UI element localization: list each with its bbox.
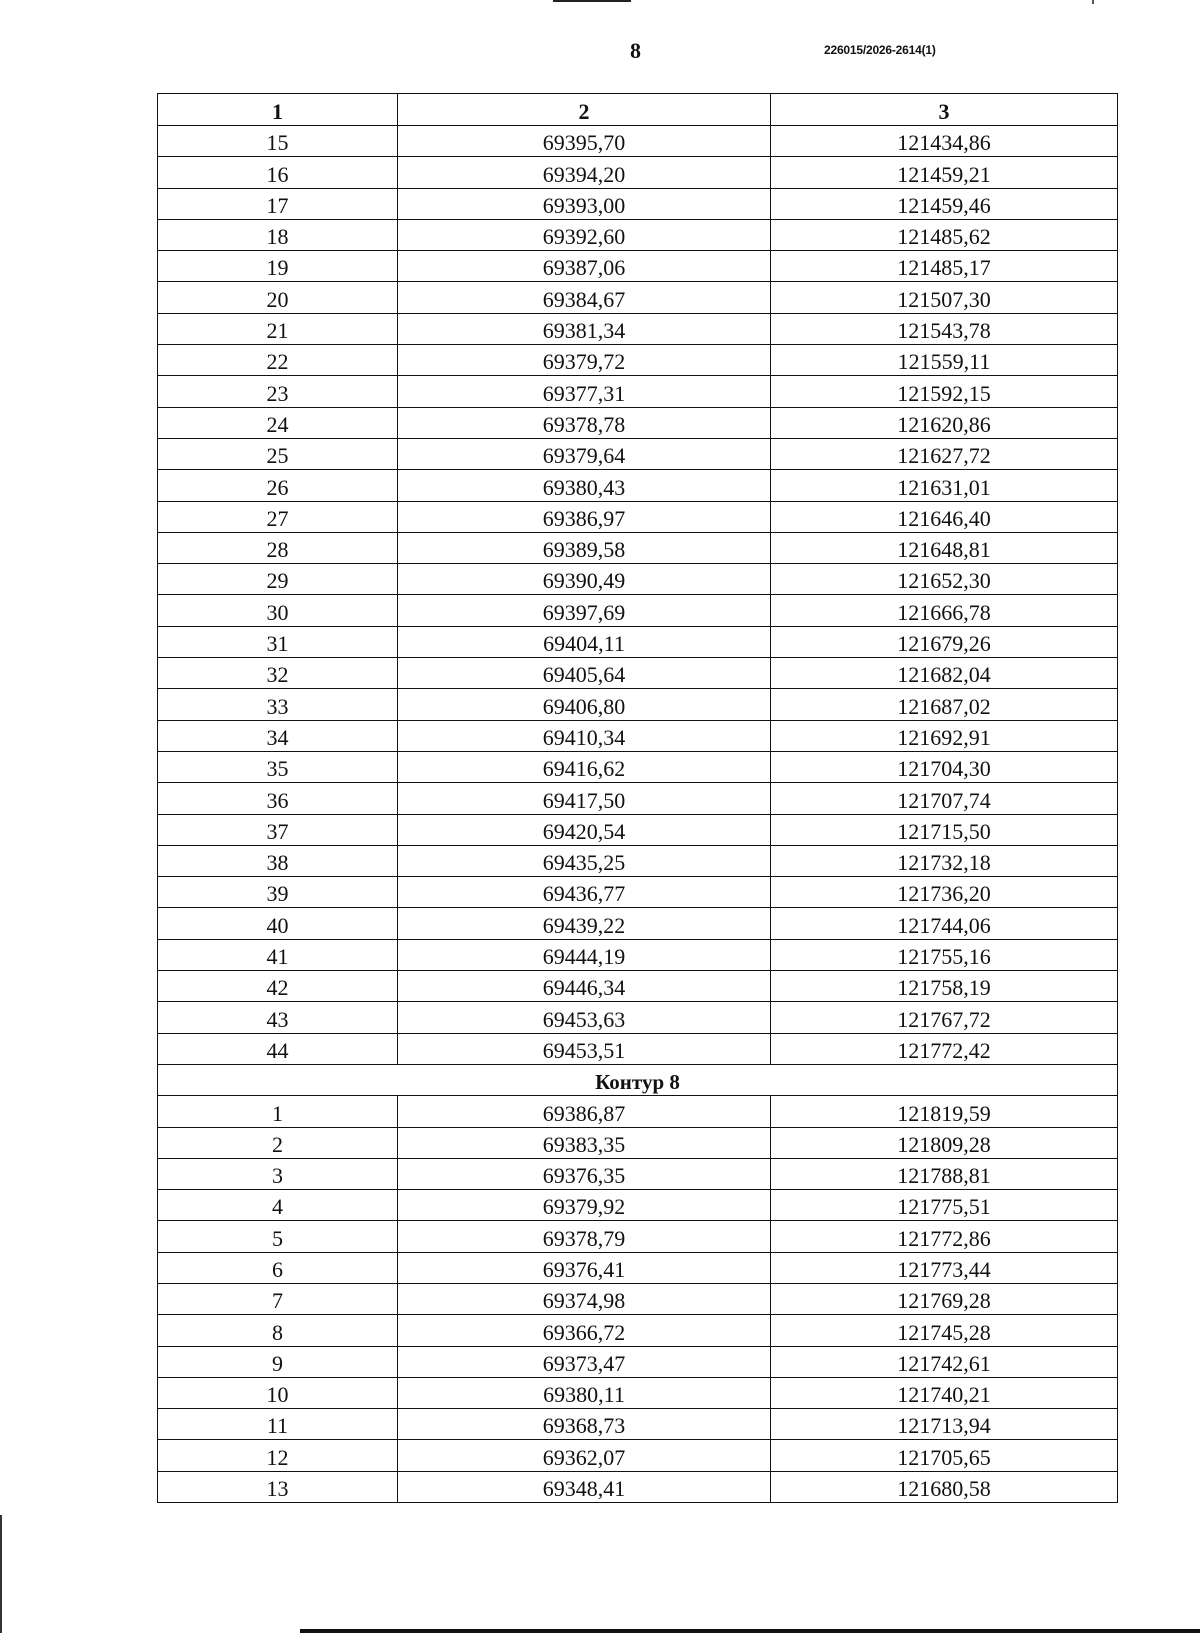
table-row <box>158 1158 1118 1189</box>
table-row <box>158 501 1118 532</box>
table-header-row <box>158 94 1118 126</box>
table-body <box>158 126 1118 1503</box>
point-number-cell: 38 <box>158 845 398 876</box>
y-coordinate-cell: 121559,11 <box>771 345 1118 376</box>
y-coordinate-cell: 121715,50 <box>771 814 1118 845</box>
y-coordinate-cell: 121713,94 <box>771 1409 1118 1440</box>
column-header: 3 <box>771 94 1118 126</box>
x-coordinate-cell: 69410,34 <box>398 720 771 751</box>
table-row <box>158 532 1118 563</box>
y-coordinate-cell: 121819,59 <box>771 1096 1118 1127</box>
table-header <box>158 94 1118 126</box>
y-coordinate-cell: 121705,65 <box>771 1440 1118 1471</box>
table-row <box>158 1377 1118 1408</box>
section-row <box>158 1064 1118 1095</box>
x-coordinate-cell: 69406,80 <box>398 689 771 720</box>
page-number: 8 <box>630 38 641 63</box>
table-row <box>158 1283 1118 1314</box>
x-coordinate-cell: 69379,64 <box>398 438 771 469</box>
y-coordinate-cell: 121620,86 <box>771 407 1118 438</box>
x-coordinate-cell: 69435,25 <box>398 845 771 876</box>
point-number-cell: 36 <box>158 783 398 814</box>
y-coordinate-cell: 121646,40 <box>771 501 1118 532</box>
section-title: Контур 8 <box>158 1064 1118 1095</box>
point-number-cell: 26 <box>158 470 398 501</box>
table-row <box>158 1471 1118 1502</box>
table-row <box>158 251 1118 282</box>
point-number-cell: 34 <box>158 720 398 751</box>
y-coordinate-cell: 121758,19 <box>771 971 1118 1002</box>
point-number-cell: 13 <box>158 1471 398 1502</box>
point-number-cell: 37 <box>158 814 398 845</box>
y-coordinate-cell: 121627,72 <box>771 438 1118 469</box>
table-row <box>158 1221 1118 1252</box>
table-row <box>158 1409 1118 1440</box>
y-coordinate-cell: 121592,15 <box>771 376 1118 407</box>
x-coordinate-cell: 69378,79 <box>398 1221 771 1252</box>
y-coordinate-cell: 121769,28 <box>771 1283 1118 1314</box>
table-row <box>158 126 1118 157</box>
point-number-cell: 32 <box>158 658 398 689</box>
point-number-cell: 43 <box>158 1002 398 1033</box>
x-coordinate-cell: 69348,41 <box>398 1471 771 1502</box>
table-row <box>158 595 1118 626</box>
point-number-cell: 41 <box>158 939 398 970</box>
table-row <box>158 157 1118 188</box>
scan-artifact-top-tick <box>1092 0 1094 4</box>
table-row <box>158 313 1118 344</box>
y-coordinate-cell: 121648,81 <box>771 532 1118 563</box>
x-coordinate-cell: 69390,49 <box>398 564 771 595</box>
point-number-cell: 21 <box>158 313 398 344</box>
table-row <box>158 282 1118 313</box>
x-coordinate-cell: 69376,35 <box>398 1158 771 1189</box>
table-row <box>158 1440 1118 1471</box>
y-coordinate-cell: 121742,61 <box>771 1346 1118 1377</box>
x-coordinate-cell: 69380,11 <box>398 1377 771 1408</box>
x-coordinate-cell: 69379,92 <box>398 1190 771 1221</box>
table-row <box>158 438 1118 469</box>
y-coordinate-cell: 121755,16 <box>771 939 1118 970</box>
y-coordinate-cell: 121682,04 <box>771 658 1118 689</box>
table-row <box>158 908 1118 939</box>
point-number-cell: 33 <box>158 689 398 720</box>
table-row <box>158 1096 1118 1127</box>
x-coordinate-cell: 69374,98 <box>398 1283 771 1314</box>
x-coordinate-cell: 69383,35 <box>398 1127 771 1158</box>
point-number-cell: 16 <box>158 157 398 188</box>
table-row <box>158 1127 1118 1158</box>
x-coordinate-cell: 69373,47 <box>398 1346 771 1377</box>
x-coordinate-cell: 69417,50 <box>398 783 771 814</box>
x-coordinate-cell: 69362,07 <box>398 1440 771 1471</box>
x-coordinate-cell: 69420,54 <box>398 814 771 845</box>
point-number-cell: 11 <box>158 1409 398 1440</box>
y-coordinate-cell: 121740,21 <box>771 1377 1118 1408</box>
y-coordinate-cell: 121459,21 <box>771 157 1118 188</box>
x-coordinate-cell: 69368,73 <box>398 1409 771 1440</box>
y-coordinate-cell: 121707,74 <box>771 783 1118 814</box>
x-coordinate-cell: 69376,41 <box>398 1252 771 1283</box>
y-coordinate-cell: 121788,81 <box>771 1158 1118 1189</box>
table-row <box>158 1033 1118 1064</box>
y-coordinate-cell: 121485,17 <box>771 251 1118 282</box>
column-header: 2 <box>398 94 771 126</box>
point-number-cell: 44 <box>158 1033 398 1064</box>
y-coordinate-cell: 121732,18 <box>771 845 1118 876</box>
x-coordinate-cell: 69395,70 <box>398 126 771 157</box>
point-number-cell: 15 <box>158 126 398 157</box>
y-coordinate-cell: 121434,86 <box>771 126 1118 157</box>
x-coordinate-cell: 69380,43 <box>398 470 771 501</box>
table-row <box>158 407 1118 438</box>
x-coordinate-cell: 69404,11 <box>398 626 771 657</box>
y-coordinate-cell: 121680,58 <box>771 1471 1118 1502</box>
x-coordinate-cell: 69386,97 <box>398 501 771 532</box>
scan-artifact-top-line <box>553 0 631 2</box>
table-row <box>158 783 1118 814</box>
point-number-cell: 23 <box>158 376 398 407</box>
document-reference: 226015/2026-2614(1) <box>824 43 936 57</box>
x-coordinate-cell: 69392,60 <box>398 219 771 250</box>
column-header: 1 <box>158 94 398 126</box>
point-number-cell: 4 <box>158 1190 398 1221</box>
table-row <box>158 658 1118 689</box>
x-coordinate-cell: 69453,51 <box>398 1033 771 1064</box>
point-number-cell: 19 <box>158 251 398 282</box>
y-coordinate-cell: 121652,30 <box>771 564 1118 595</box>
y-coordinate-cell: 121687,02 <box>771 689 1118 720</box>
point-number-cell: 10 <box>158 1377 398 1408</box>
point-number-cell: 40 <box>158 908 398 939</box>
point-number-cell: 1 <box>158 1096 398 1127</box>
point-number-cell: 2 <box>158 1127 398 1158</box>
y-coordinate-cell: 121679,26 <box>771 626 1118 657</box>
table-row <box>158 939 1118 970</box>
point-number-cell: 7 <box>158 1283 398 1314</box>
point-number-cell: 27 <box>158 501 398 532</box>
point-number-cell: 25 <box>158 438 398 469</box>
x-coordinate-cell: 69393,00 <box>398 188 771 219</box>
point-number-cell: 17 <box>158 188 398 219</box>
x-coordinate-cell: 69384,67 <box>398 282 771 313</box>
table-row <box>158 1315 1118 1346</box>
table-row <box>158 1252 1118 1283</box>
x-coordinate-cell: 69416,62 <box>398 751 771 782</box>
x-coordinate-cell: 69377,31 <box>398 376 771 407</box>
y-coordinate-cell: 121773,44 <box>771 1252 1118 1283</box>
table-row <box>158 219 1118 250</box>
point-number-cell: 3 <box>158 1158 398 1189</box>
scan-artifact-left-edge <box>0 1515 2 1633</box>
point-number-cell: 35 <box>158 751 398 782</box>
y-coordinate-cell: 121692,91 <box>771 720 1118 751</box>
point-number-cell: 12 <box>158 1440 398 1471</box>
point-number-cell: 22 <box>158 345 398 376</box>
point-number-cell: 18 <box>158 219 398 250</box>
x-coordinate-cell: 69366,72 <box>398 1315 771 1346</box>
y-coordinate-cell: 121704,30 <box>771 751 1118 782</box>
x-coordinate-cell: 69378,78 <box>398 407 771 438</box>
point-number-cell: 20 <box>158 282 398 313</box>
point-number-cell: 28 <box>158 532 398 563</box>
point-number-cell: 31 <box>158 626 398 657</box>
x-coordinate-cell: 69444,19 <box>398 939 771 970</box>
point-number-cell: 29 <box>158 564 398 595</box>
table-row <box>158 1002 1118 1033</box>
x-coordinate-cell: 69436,77 <box>398 877 771 908</box>
point-number-cell: 24 <box>158 407 398 438</box>
coordinates-table <box>157 93 1118 1503</box>
y-coordinate-cell: 121543,78 <box>771 313 1118 344</box>
table-row <box>158 1346 1118 1377</box>
y-coordinate-cell: 121666,78 <box>771 595 1118 626</box>
y-coordinate-cell: 121736,20 <box>771 877 1118 908</box>
table-row <box>158 376 1118 407</box>
point-number-cell: 42 <box>158 971 398 1002</box>
y-coordinate-cell: 121507,30 <box>771 282 1118 313</box>
table-row <box>158 751 1118 782</box>
x-coordinate-cell: 69405,64 <box>398 658 771 689</box>
y-coordinate-cell: 121744,06 <box>771 908 1118 939</box>
x-coordinate-cell: 69446,34 <box>398 971 771 1002</box>
y-coordinate-cell: 121775,51 <box>771 1190 1118 1221</box>
table-row <box>158 626 1118 657</box>
table-row <box>158 720 1118 751</box>
y-coordinate-cell: 121767,72 <box>771 1002 1118 1033</box>
y-coordinate-cell: 121745,28 <box>771 1315 1118 1346</box>
x-coordinate-cell: 69387,06 <box>398 251 771 282</box>
y-coordinate-cell: 121809,28 <box>771 1127 1118 1158</box>
table-row <box>158 1190 1118 1221</box>
table-row <box>158 845 1118 876</box>
y-coordinate-cell: 121772,42 <box>771 1033 1118 1064</box>
y-coordinate-cell: 121459,46 <box>771 188 1118 219</box>
table-row <box>158 188 1118 219</box>
table-row <box>158 470 1118 501</box>
x-coordinate-cell: 69389,58 <box>398 532 771 563</box>
point-number-cell: 8 <box>158 1315 398 1346</box>
x-coordinate-cell: 69453,63 <box>398 1002 771 1033</box>
point-number-cell: 9 <box>158 1346 398 1377</box>
point-number-cell: 6 <box>158 1252 398 1283</box>
y-coordinate-cell: 121485,62 <box>771 219 1118 250</box>
table-row <box>158 971 1118 1002</box>
table-row <box>158 564 1118 595</box>
point-number-cell: 5 <box>158 1221 398 1252</box>
x-coordinate-cell: 69439,22 <box>398 908 771 939</box>
x-coordinate-cell: 69397,69 <box>398 595 771 626</box>
point-number-cell: 30 <box>158 595 398 626</box>
x-coordinate-cell: 69379,72 <box>398 345 771 376</box>
x-coordinate-cell: 69394,20 <box>398 157 771 188</box>
table-row <box>158 345 1118 376</box>
table-row <box>158 877 1118 908</box>
table-row <box>158 689 1118 720</box>
y-coordinate-cell: 121631,01 <box>771 470 1118 501</box>
x-coordinate-cell: 69386,87 <box>398 1096 771 1127</box>
scan-artifact-bottom-line <box>300 1629 1200 1633</box>
point-number-cell: 39 <box>158 877 398 908</box>
table-row <box>158 814 1118 845</box>
x-coordinate-cell: 69381,34 <box>398 313 771 344</box>
y-coordinate-cell: 121772,86 <box>771 1221 1118 1252</box>
